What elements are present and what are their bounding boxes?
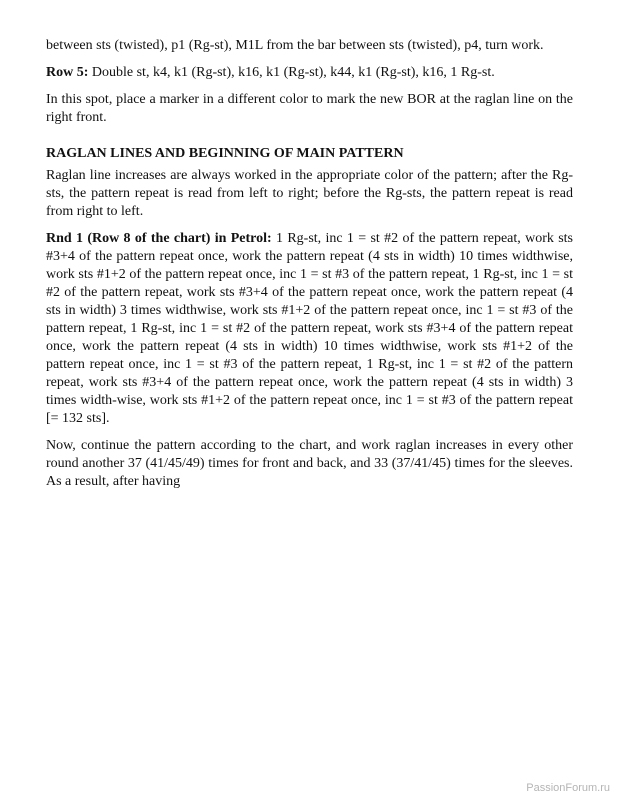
row-5-label: Row 5: bbox=[46, 65, 89, 80]
paragraph-continuation: between sts (twisted), p1 (Rg-st), M1L from the bar between sts (twisted), p4, turn work. bbox=[46, 38, 544, 53]
section-heading: RAGLAN LINES AND BEGINNING OF MAIN PATTERN bbox=[46, 146, 404, 161]
row-5-text: Double st, k4, k1 (Rg-st), k16, k1 (Rg-st), k44, k1 (Rg-st), k16, 1 Rg-st. bbox=[88, 65, 495, 80]
paragraph-rnd-1 bbox=[46, 230, 573, 428]
paragraph-continue-pattern: Now, continue the pattern according to the chart, and work raglan increases in every other round another 37 (41/45/49) times for front and back, and 33 (37/41/45) times for the sleeves. As a result, after having bbox=[46, 438, 573, 489]
rnd-1-text: 1 Rg-st, inc 1 = st #2 of the pattern repeat, work sts #3+4 of the pattern repeat once, work the pattern repeat (4 sts in width) 10 times widthwise, work sts #1+2 of the pattern repeat once, inc 1 = st #3 of the pattern repeat, 1 Rg-st, inc 1 = st #2 of the pattern repeat, work sts #3+4 of the pattern repeat once, work the pattern repeat (4 sts in width) 3 times widthwise, work sts #1+2 of the pattern repeat once, inc 1 = st #3 of the pattern repeat, 1 Rg-st, inc 1 = st #2 of the pattern repeat, work sts #3+4 of the pattern repeat once, work the pattern repeat (4 sts in width) 10 times widthwise, work sts #1+2 of the pattern repeat once, inc 1 = st #3 of the pattern repeat, 1 Rg-st, inc 1 = st #2 of the pattern repeat, work sts #3+4 of the pattern repeat once, work the pattern repeat (4 sts in width) 3 times width-wise, work sts #1+2 of the pattern repeat once, inc 1 = st #3 of the pattern repeat [= 132 sts]. bbox=[46, 231, 573, 426]
rnd-1-label: Rnd 1 (Row 8 of the chart) in Petrol: bbox=[46, 231, 272, 246]
document-page bbox=[46, 37, 573, 500]
paragraph-marker-note: In this spot, place a marker in a different color to mark the new BOR at the raglan line on the right front. bbox=[46, 92, 573, 125]
watermark: PassionForum.ru bbox=[526, 782, 610, 794]
paragraph-raglan-intro: Raglan line increases are always worked in the appropriate color of the pattern; after the Rg-sts, the pattern repeat is read from left to right; before the Rg-sts, the pattern repeat is read from right to left. bbox=[46, 168, 573, 219]
paragraph-row-5 bbox=[46, 64, 573, 82]
